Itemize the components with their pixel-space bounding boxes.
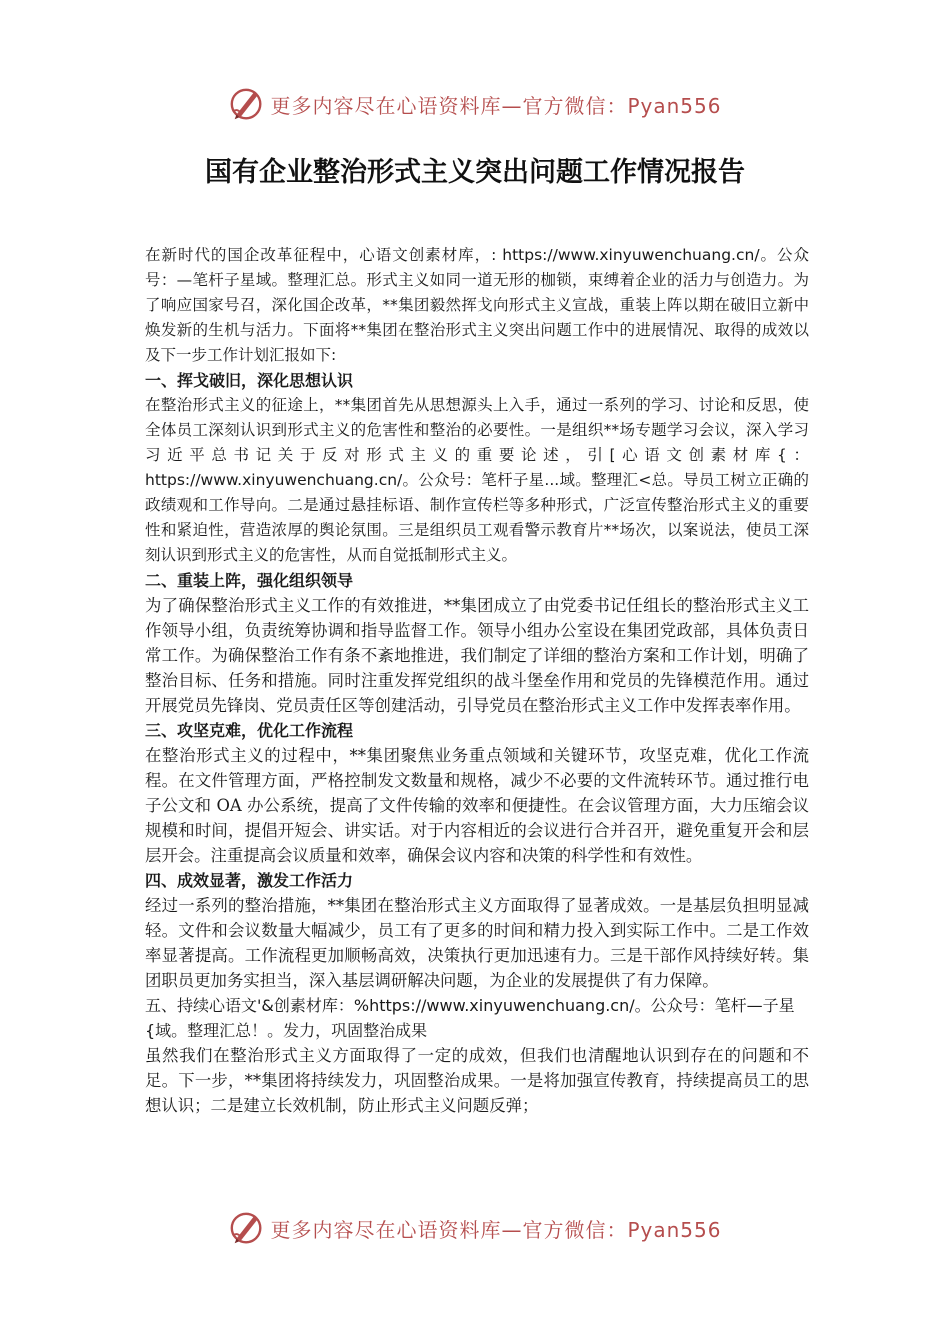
section-heading: 一、挥戈破旧，深化思想认识 (145, 371, 354, 390)
section-heading: 四、成效显著，激发工作活力 (145, 871, 354, 890)
section-paragraph: 在整治形式主义的征途上，**集团首先从思想源头上入手，通过一系列的学习、讨论和反思，使全体员工深刻认识到形式主义的危害性和整治的必要性。一是组织**场专题学习会议，深入学习习近平总书记关于反对形式主义的重要论述，引[心语文创素材库{：https://www.xinyuwenchuang.cn/。公众号：笔杆子星...域。整理汇<总。导员工树立正确的政绩观和工作导向。二是通过悬挂标语、制作宣传栏等多种形式，广泛宣传整治形式主义的重要性和紧迫性，营造浓厚的舆论氛围。三是组织员工观看警示教育片**场次，以案说法，使员工深刻认识到形式主义的危害性，从而自觉抵制形式主义。 (145, 396, 809, 564)
section-paragraph: 虽然我们在整治形式主义方面取得了一定的成效，但我们也清醒地认识到存在的问题和不足。下一步，**集团将持续发力，巩固整治成果。一是将加强宣传教育，持续提高员工的思想认识；二是建立长效机制，防止形式主义问题反弹； (145, 1046, 809, 1115)
section-heading: 五、持续心语文'&创素材库：%https://www.xinyuwenchuang.cn/。公众号：笔杆—子星{域。整理汇总！。发力，巩固整治成果 (145, 996, 795, 1040)
document-title: 国有企业整治形式主义突出问题工作情况报告 (205, 157, 745, 188)
watermark-banner-bottom (0, 1208, 950, 1248)
intro-paragraph: 在新时代的国企改革征程中，心语文创素材库，: https://www.xinyuwenchuang.cn/。公众号：—笔杆子星域。整理汇总。形式主义如同一道无形的枷锁，束缚着企业的活力与创造力。为了响应国家号召，深化国企改革，**集团毅然挥戈向形式主义宣战，重装上阵以期在破旧立新中焕发新的生机与活力。下面将**集团在整治形式主义突出问题工作中的进展情况、取得的成效以及下一步工作计划汇报如下: (145, 246, 809, 364)
section-heading: 二、重装上阵，强化组织领导 (145, 571, 354, 590)
watermark-text: 更多内容尽在心语资料库—官方微信：Pyan556 (270, 1217, 722, 1242)
section-paragraph: 在整治形式主义的过程中，**集团聚焦业务重点领域和关键环节，攻坚克难，优化工作流程。在文件管理方面，严格控制发文数量和规格，减少不必要的文件流转环节。通过推行电子公文和 OA 办公系统，提高了文件传输的效率和便捷性。在会议管理方面，大力压缩会议规模和时间，提倡开短会、讲实话。对于内容相近的会议进行合并召开，避免重复开会和层层开会。注重提高会议质量和效率，确保会议内容和决策的科学性和有效性。 (145, 746, 809, 865)
pen-circle-logo-icon (228, 1209, 266, 1247)
section-paragraph: 为了确保整治形式主义工作的有效推进，**集团成立了由党委书记任组长的整治形式主义工作领导小组，负责统筹协调和指导监督工作。领导小组办公室设在集团党政部，具体负责日常工作。为确保整治工作有条不紊地推进，我们制定了详细的整治方案和工作计划，明确了整治目标、任务和措施。同时注重发挥党组织的战斗堡垒作用和党员的先锋模范作用。通过开展党员先锋岗、党员责任区等创建活动，引导党员在整治形式主义工作中发挥表率作用。 (145, 596, 809, 715)
pen-circle-logo-icon (228, 85, 266, 123)
section-heading: 三、攻坚克难，优化工作流程 (145, 721, 354, 740)
section-paragraph: 经过一系列的整治措施，**集团在整治形式主义方面取得了显著成效。一是基层负担明显减轻。文件和会议数量大幅减少，员工有了更多的时间和精力投入到实际工作中。二是工作效率显著提高。工作流程更加顺畅高效，决策执行更加迅速有力。三是干部作风持续好转。集团职员更加务实担当，深入基层调研解决问题，为企业的发展提供了有力保障。 (145, 896, 809, 990)
watermark-banner-top (0, 84, 950, 124)
document-body (145, 243, 809, 1118)
watermark-text: 更多内容尽在心语资料库—官方微信：Pyan556 (270, 93, 722, 118)
